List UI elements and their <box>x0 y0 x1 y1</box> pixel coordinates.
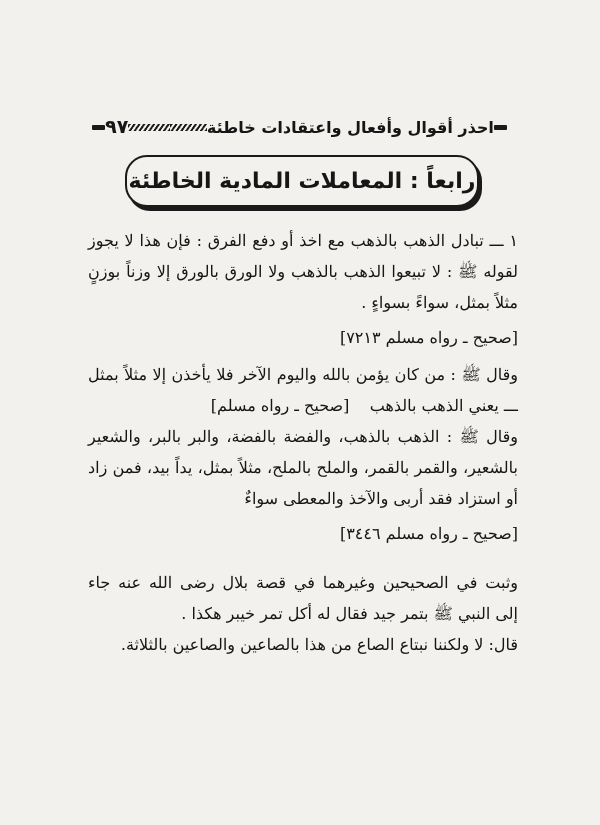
hadith-reference-1: [صحيح ـ رواه مسلم ٧٢١٣] <box>339 328 518 347</box>
section-title-banner <box>125 155 479 207</box>
header-hatched-rule-1 <box>170 124 207 131</box>
paragraph-5: قال: لا ولكننا نبتاع الصاع من هذا بالصاعين والصاعين بالثلاثة. <box>120 635 518 654</box>
paragraph-2-text: وقال ﷺ : من كان يؤمن بالله واليوم الآخر فلا يأخذن إلا مثلاً بمثل ـــ يعني الذهب بالذهب <box>88 365 518 415</box>
header-title: احذر أقوال وأفعال واعتقادات خاطئة <box>206 117 494 137</box>
header-dash-left <box>92 125 105 130</box>
header-dash-right <box>494 125 507 130</box>
section-title: رابعاً : المعاملات المادية الخاطئة <box>128 168 476 194</box>
paragraph-3: وقال ﷺ : الذهب بالذهب، والفضة بالفضة، والبر بالبر، والشعير بالشعير، والقمر بالقمر، والملح بالملح، مثلاً بمثل، يداً بيد، فمن زاد أو استزاد فقد أربى والآخذ والمعطى سواءٌ <box>88 427 518 508</box>
hadith-reference-3: [صحيح ـ رواه مسلم ٣٤٤٦] <box>339 524 518 543</box>
paragraph-1: ١ ـــ تبادل الذهب بالذهب مع اخذ أو دفع الفرق : فإن هذا لا يجوز لقوله ﷺ : لا تبيعوا الذهب بالذهب ولا الورق بالورق إلا وزناً بوزنٍ مثلاً بمثل، سواءً بسواءٍ . <box>88 231 518 312</box>
running-header <box>92 114 507 140</box>
body-text <box>88 225 518 660</box>
page-number: ٩٧ <box>105 116 129 138</box>
header-hatched-rule-2 <box>128 124 170 131</box>
paragraph-2 <box>88 359 518 421</box>
hadith-reference-2: [صحيح ـ رواه مسلم] <box>210 396 350 415</box>
paragraph-4: وثبت في الصحيحين وغيرهما في قصة بلال رضى الله عنه جاء إلى النبي ﷺ بتمر جيد فقال له أكل تمر خيبر هكذا . <box>88 573 518 623</box>
